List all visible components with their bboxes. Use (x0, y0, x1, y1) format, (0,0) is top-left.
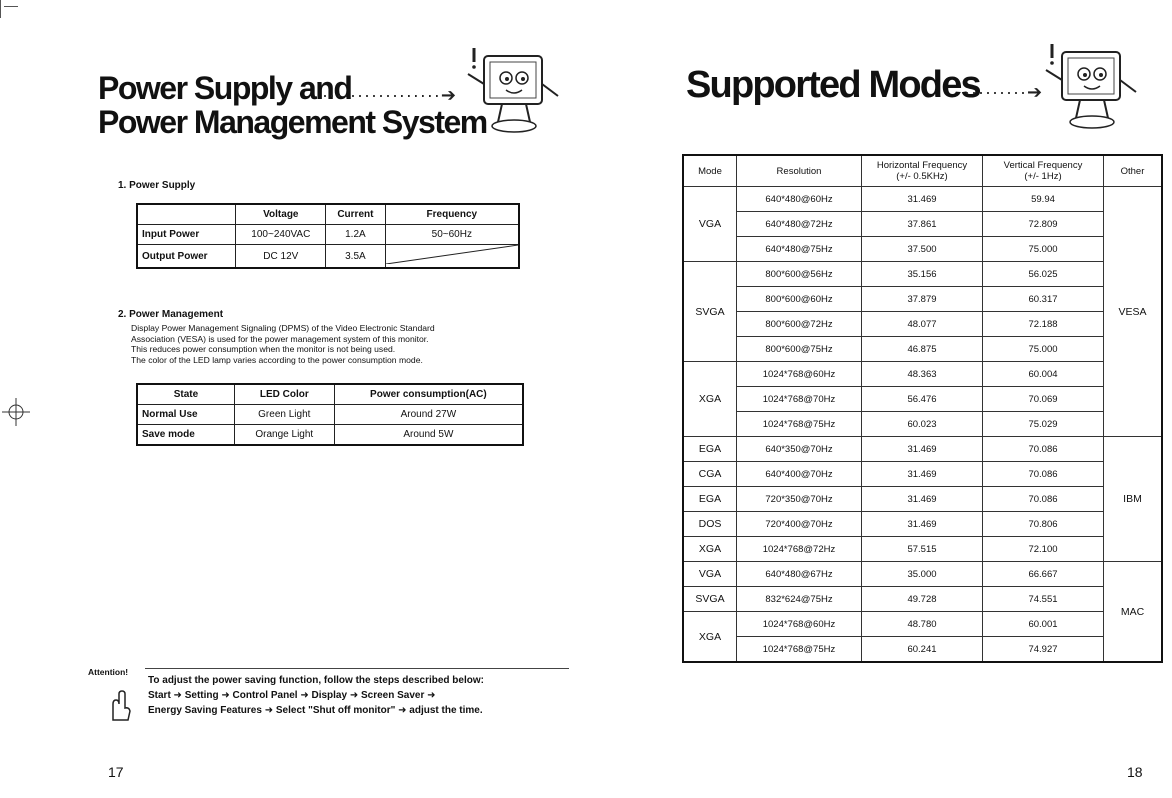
page-title-line1: Power Supply and (98, 70, 352, 106)
table-header-cell: Vertical Frequency (+/- 1Hz) (983, 155, 1104, 187)
hfreq-cell: 31.469 (862, 187, 983, 212)
mode-cell: XGA (683, 362, 737, 437)
attention-text (148, 673, 484, 718)
paragraph-line: Display Power Management Signaling (DPMS) of the Video Electronic Standard (131, 323, 435, 333)
resolution-cell: 832*624@75Hz (737, 587, 862, 612)
table-header-cell: Other (1104, 155, 1163, 187)
hfreq-cell: 31.469 (862, 487, 983, 512)
resolution-cell: 1024*768@70Hz (737, 387, 862, 412)
table-header-cell: Power consumption(AC) (334, 384, 523, 405)
attention-divider (145, 668, 569, 669)
registration-mark-icon (2, 398, 30, 426)
paragraph-line: This reduces power consumption when the monitor is not being used. (131, 344, 396, 354)
table-cell-empty (385, 245, 519, 269)
resolution-cell: 1024*768@72Hz (737, 537, 862, 562)
attention-line: Energy Saving Features ➜ Select "Shut off monitor" ➜ adjust the time. (148, 705, 483, 716)
hfreq-cell: 48.077 (862, 312, 983, 337)
vfreq-cell: 74.927 (983, 637, 1104, 663)
hfreq-cell: 48.363 (862, 362, 983, 387)
table-cell: DC 12V (236, 245, 326, 269)
vfreq-cell: 70.086 (983, 487, 1104, 512)
mode-cell: VGA (683, 562, 737, 587)
table-row-header: Normal Use (137, 405, 234, 425)
section-heading-power-supply: 1. Power Supply (118, 180, 196, 191)
resolution-cell: 800*600@72Hz (737, 312, 862, 337)
attention-line: To adjust the power saving function, follow the steps described below: (148, 675, 484, 686)
resolution-cell: 1024*768@75Hz (737, 637, 862, 663)
hfreq-cell: 46.875 (862, 337, 983, 362)
resolution-cell: 640*350@70Hz (737, 437, 862, 462)
other-cell: VESA (1104, 187, 1163, 437)
table-header-cell: Current (326, 204, 385, 225)
vfreq-cell: 70.086 (983, 437, 1104, 462)
table-cell: Orange Light (234, 425, 334, 446)
vfreq-cell: 70.086 (983, 462, 1104, 487)
vfreq-cell: 75.029 (983, 412, 1104, 437)
page-title-line2: Power Management System (98, 104, 487, 140)
hfreq-cell: 37.500 (862, 237, 983, 262)
paragraph-line: Association (VESA) is used for the power management system of this monitor. (131, 333, 429, 344)
table-cell: 50~60Hz (385, 225, 519, 245)
monitor-mascot-icon (462, 44, 562, 136)
power-management-paragraph (131, 323, 531, 365)
attention-line: Start ➜ Setting ➜ Control Panel ➜ Display ➜ Screen Saver ➜ (148, 690, 436, 701)
hfreq-cell: 31.469 (862, 437, 983, 462)
page-number: 18 (1127, 764, 1143, 780)
hfreq-cell: 37.879 (862, 287, 983, 312)
page-title: Supported Modes (686, 64, 980, 106)
mode-cell: SVGA (683, 262, 737, 362)
mode-cell: XGA (683, 537, 737, 562)
resolution-cell: 800*600@75Hz (737, 337, 862, 362)
hfreq-cell: 37.861 (862, 212, 983, 237)
hfreq-cell: 57.515 (862, 537, 983, 562)
vfreq-cell: 60.004 (983, 362, 1104, 387)
table-header-cell (137, 204, 236, 225)
vfreq-cell: 74.551 (983, 587, 1104, 612)
diagonal-slash-icon (386, 245, 518, 264)
vfreq-cell: 66.667 (983, 562, 1104, 587)
table-cell: 100~240VAC (236, 225, 326, 245)
vfreq-cell: 72.188 (983, 312, 1104, 337)
section-heading-power-management: 2. Power Management (118, 309, 224, 320)
mode-cell: XGA (683, 612, 737, 663)
resolution-cell: 640*480@72Hz (737, 212, 862, 237)
table-header-cell: Frequency (385, 204, 519, 225)
table-row-header: Input Power (137, 225, 236, 245)
attention-label: Attention! (88, 667, 129, 677)
mode-cell: VGA (683, 187, 737, 262)
resolution-cell: 1024*768@60Hz (737, 612, 862, 637)
vfreq-cell: 75.000 (983, 237, 1104, 262)
mode-cell: SVGA (683, 587, 737, 612)
dotted-leader: ·········➔ (964, 82, 1044, 102)
hfreq-cell: 60.023 (862, 412, 983, 437)
resolution-cell: 1024*768@60Hz (737, 362, 862, 387)
vfreq-cell: 56.025 (983, 262, 1104, 287)
vfreq-cell: 72.809 (983, 212, 1104, 237)
page-number: 17 (108, 764, 124, 780)
resolution-cell: 800*600@56Hz (737, 262, 862, 287)
resolution-cell: 1024*768@75Hz (737, 412, 862, 437)
resolution-cell: 720*350@70Hz (737, 487, 862, 512)
table-header-cell: Mode (683, 155, 737, 187)
table-cell: Green Light (234, 405, 334, 425)
table-header-cell: Horizontal Frequency (+/- 0.5KHz) (862, 155, 983, 187)
paragraph-line: The color of the LED lamp varies according to the power consumption mode. (131, 354, 423, 365)
vfreq-cell: 60.001 (983, 612, 1104, 637)
vfreq-cell: 60.317 (983, 287, 1104, 312)
hfreq-cell: 60.241 (862, 637, 983, 663)
table-row-header: Save mode (137, 425, 234, 446)
power-supply-table (136, 203, 520, 269)
resolution-cell: 640*480@75Hz (737, 237, 862, 262)
other-cell: IBM (1104, 437, 1163, 562)
mode-cell: DOS (683, 512, 737, 537)
dotted-leader: ·················➔ (322, 85, 457, 105)
hfreq-cell: 49.728 (862, 587, 983, 612)
monitor-mascot-icon (1040, 40, 1140, 132)
pointing-hand-icon (104, 690, 132, 722)
other-cell: MAC (1104, 562, 1163, 663)
crop-mark (0, 0, 1, 18)
table-header-cell: State (137, 384, 234, 405)
hfreq-cell: 35.156 (862, 262, 983, 287)
table-row-header: Output Power (137, 245, 236, 269)
vfreq-cell: 70.069 (983, 387, 1104, 412)
resolution-cell: 640*400@70Hz (737, 462, 862, 487)
hfreq-cell: 48.780 (862, 612, 983, 637)
hfreq-cell: 56.476 (862, 387, 983, 412)
crop-mark (4, 0, 18, 7)
hfreq-cell: 31.469 (862, 462, 983, 487)
supported-modes-table (682, 154, 1163, 663)
mode-cell: EGA (683, 437, 737, 462)
resolution-cell: 640*480@60Hz (737, 187, 862, 212)
table-cell: 3.5A (326, 245, 385, 269)
table-header-cell: LED Color (234, 384, 334, 405)
mode-cell: EGA (683, 487, 737, 512)
mode-cell: CGA (683, 462, 737, 487)
table-header-cell: Voltage (236, 204, 326, 225)
vfreq-cell: 75.000 (983, 337, 1104, 362)
vfreq-cell: 59.94 (983, 187, 1104, 212)
resolution-cell: 720*400@70Hz (737, 512, 862, 537)
resolution-cell: 640*480@67Hz (737, 562, 862, 587)
table-cell: Around 27W (334, 405, 523, 425)
table-cell: 1.2A (326, 225, 385, 245)
hfreq-cell: 35.000 (862, 562, 983, 587)
power-management-table (136, 383, 524, 446)
vfreq-cell: 72.100 (983, 537, 1104, 562)
table-cell: Around 5W (334, 425, 523, 446)
resolution-cell: 800*600@60Hz (737, 287, 862, 312)
vfreq-cell: 70.806 (983, 512, 1104, 537)
hfreq-cell: 31.469 (862, 512, 983, 537)
right-page (586, 0, 1172, 798)
table-header-cell: Resolution (737, 155, 862, 187)
